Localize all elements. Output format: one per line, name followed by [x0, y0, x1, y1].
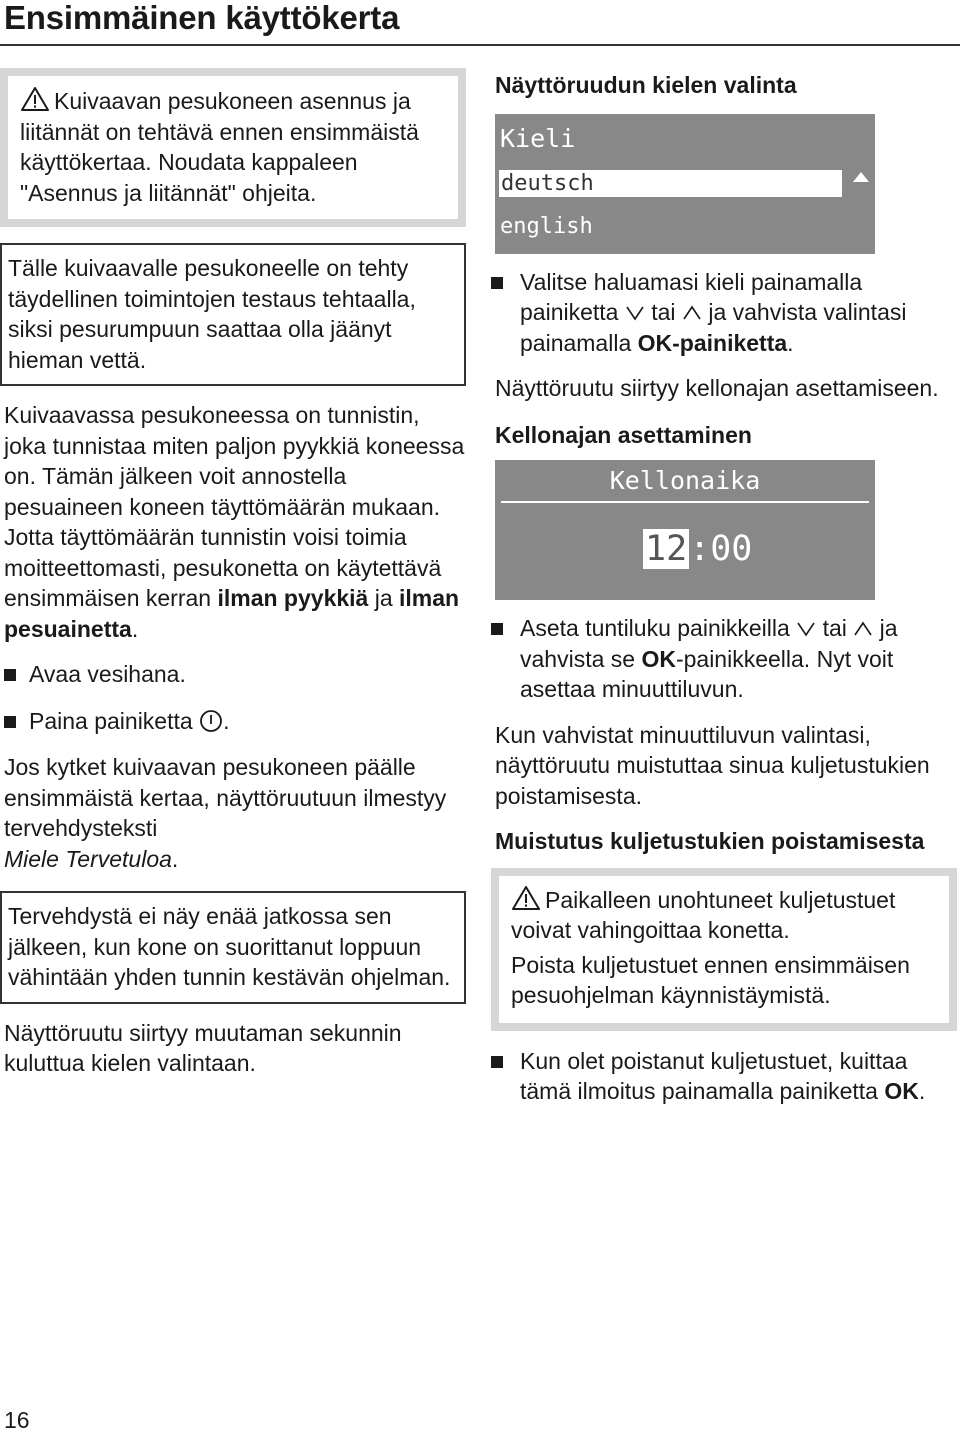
display-moves-paragraph: Näyttöruutu siirtyy muutaman sekunnin kuluttua kielen valintaan.: [4, 1019, 402, 1076]
select-language-text: Valitse haluamasi kieli painamalla painiketta: [520, 268, 863, 325]
sensor-end: .: [131, 615, 139, 642]
set-hour-ok: OK: [641, 645, 676, 672]
select-language-ok: OK-painiketta: [637, 329, 788, 356]
bullet-select-language: [491, 267, 951, 359]
clock-minutes: :00: [689, 529, 753, 569]
factory-test-text: Tälle kuivaavalle pesukoneelle on tehty täydellinen toimintojen testaus tehtaalla, siksi pesurumpuun saattaa olla jäänyt hieman vettä.: [8, 255, 416, 373]
sensor-paragraph: [4, 400, 466, 644]
language-option: english: [500, 213, 593, 239]
set-hour-text: Aseta tuntiluku painikkeilla: [520, 615, 790, 641]
confirm-transport-text: Kun olet poistanut kuljetustuet, kuittaa tämä ilmoitus painamalla painiketta: [520, 1047, 908, 1104]
left-column: [4, 68, 466, 1079]
factory-test-note: [0, 243, 466, 386]
greeting-note-text: Tervehdystä ei näy enää jatkossa sen jälkeen, kun kone on suorittanut loppuun vähintään yhden tunnin kestävän ohjelman.: [8, 903, 451, 990]
transport-warning-text-1: Paikalleen unohtuneet kuljetustuet voivat vahingoittaa konetta.: [511, 886, 896, 943]
transport-warning-text-2: Poista kuljetustuet ennen ensimmäisen pesuohjelman käynnistäymistä.: [511, 951, 910, 1008]
clock-display-title: Kellonaika: [609, 466, 761, 495]
select-language-confirm: ja vahvista valintasi painamalla: [520, 299, 907, 356]
confirm-transport-end: .: [918, 1078, 926, 1104]
press-power-end: .: [223, 707, 230, 734]
warning-triangle-icon: [20, 86, 50, 112]
clock-display-divider: [501, 501, 869, 503]
bullet-set-hour: [491, 613, 951, 705]
right-column: [495, 70, 955, 1107]
press-power-text: Paina painiketta: [29, 707, 193, 734]
language-display: [495, 114, 875, 254]
greeting-end: .: [171, 845, 179, 872]
chevron-down-icon: [796, 621, 816, 637]
bullet-open-tap: [4, 659, 466, 690]
chevron-up-icon: [853, 621, 873, 637]
bullet-press-power: [4, 706, 466, 737]
warning-triangle-icon: [511, 885, 541, 911]
installation-warning-inner: [8, 76, 458, 219]
heading-language: Näyttöruudun kielen valinta: [495, 72, 797, 98]
installation-warning-box: [0, 68, 466, 227]
greeting-paragraph: [4, 752, 466, 874]
language-display-title: Kieli: [500, 123, 576, 153]
display-to-clock: Näyttöruutu siirtyy kellonajan asettamiseen.: [495, 375, 939, 401]
transport-warning-inner: [499, 876, 949, 1023]
set-hour-rest: -painikkeella. Nyt voit asettaa minuuttiluvun.: [520, 645, 894, 702]
scroll-up-arrow-icon: [853, 172, 869, 182]
transport-warning-box: [491, 868, 957, 1031]
heading-clock: Kellonajan asettaminen: [495, 421, 752, 448]
greeting-italic: Miele Tervetuloa: [4, 845, 172, 872]
clock-confirm-paragraph: Kun vahvistat minuuttiluvun valintasi, näyttöruutu muistuttaa sinua kuljetustukien poistamisesta.: [495, 721, 930, 809]
set-hour-or: tai: [822, 615, 847, 641]
sensor-joiner: ja: [368, 585, 400, 611]
greeting-text: Jos kytket kuivaavan pesukoneen päälle ensimmäistä kertaa, näyttöruutuun ilmestyy tervehdysteksti: [4, 754, 447, 841]
set-hour-confirm: ja vahvista se: [520, 615, 898, 672]
select-language-end: .: [787, 329, 794, 356]
sensor-text: Kuivaavassa pesukoneessa on tunnistin, joka tunnistaa miten paljon pyykkiä koneessa on. Tämän jälkeen voit annostella pesuaineen koneen täyttömäärän mukaan. Jotta täyttömäärän tunnistin voisi toimia moitteettomasti, pesukonetta on käytettävä ensimmäisen kerran: [4, 402, 465, 611]
heading-transport: Muistutus kuljetustukien poistamisesta: [495, 828, 925, 854]
page-title: Ensimmäinen käyttökerta: [4, 0, 400, 36]
clock-display-value: [643, 528, 752, 570]
title-rule: [0, 44, 960, 46]
clock-display: [495, 460, 875, 600]
chevron-down-icon: [625, 305, 645, 321]
sensor-bold-no-laundry: ilman pyykkiä: [217, 585, 369, 611]
open-tap-text: Avaa vesihana.: [29, 661, 186, 687]
language-option-selected: deutsch: [499, 170, 842, 197]
select-language-or: tai: [651, 299, 676, 325]
power-button-icon: [199, 709, 223, 733]
bullet-confirm-transport: [491, 1046, 951, 1107]
chevron-up-icon: [682, 305, 702, 321]
page-number: 16: [4, 1407, 30, 1433]
clock-hour-selected: 12: [645, 529, 688, 569]
installation-warning-text: Kuivaavan pesukoneen asennus ja liitännät on tehtävä ennen ensimmäistä käyttökertaa. Noudata kappaleen "Asennus ja liitännät" ohjeita.: [20, 88, 419, 206]
greeting-note: [0, 891, 466, 1004]
sensor-bold-no-detergent: ilman pesuainetta: [4, 585, 460, 642]
confirm-transport-ok: OK: [884, 1078, 919, 1104]
